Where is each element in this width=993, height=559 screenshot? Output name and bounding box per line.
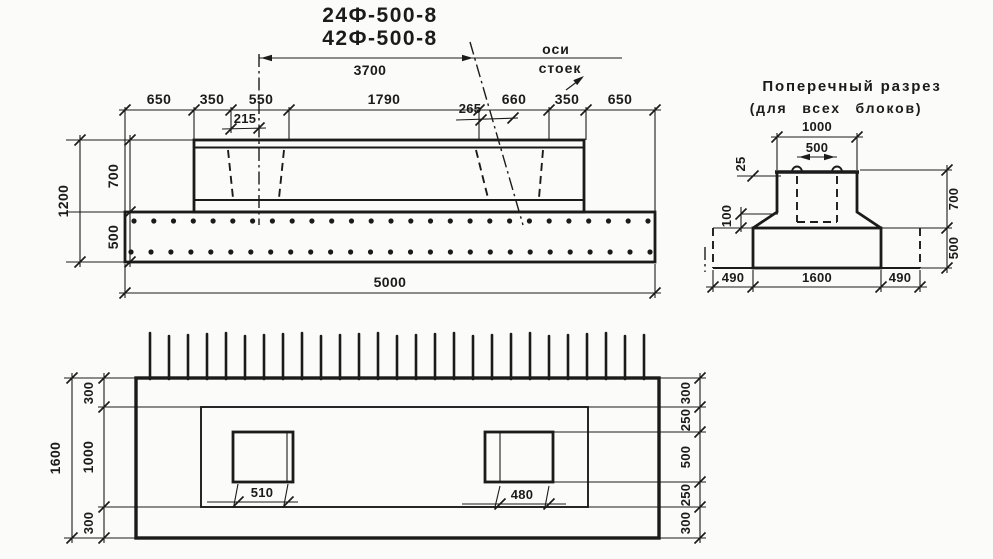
dim-label-1790: 1790 — [367, 91, 401, 107]
section-right-dimensions — [860, 165, 961, 274]
dim-label-510: 510 — [250, 485, 274, 500]
dim-label-700: 700 — [105, 163, 121, 189]
dim-label-350-left: 350 — [199, 91, 225, 107]
plan-right-socket — [485, 432, 553, 482]
dim-label-1000: 1000 — [801, 119, 833, 134]
dim-label-490-left: 490 — [721, 270, 745, 285]
plan-right-dimensions — [553, 373, 706, 544]
cross-section-title-line1: Поперечный разрез — [762, 78, 942, 95]
right-socket-dimension — [462, 486, 566, 510]
cross-section-view — [705, 78, 961, 293]
dim-label-1200: 1200 — [55, 184, 71, 218]
section-slab-outline — [705, 228, 920, 272]
rebar-dots-top-row — [131, 218, 650, 223]
section-hooks-dimension — [797, 140, 837, 160]
dim-label-215: 215 — [233, 111, 257, 126]
dim-label-1600-section: 1600 — [801, 270, 833, 285]
section-bottom-dimensions — [706, 270, 927, 293]
plan-left-socket — [233, 432, 293, 482]
dim-label-265: 265 — [458, 101, 482, 116]
dim-label-beam-length: 3700 — [353, 62, 387, 78]
dim-label-650-right: 650 — [607, 91, 633, 107]
left-socket-dimension — [207, 484, 298, 508]
dim-label-490-right: 490 — [888, 270, 912, 285]
plan-left-dimensions — [47, 373, 201, 544]
dim-label-700-section: 700 — [946, 187, 961, 211]
elevation-view — [55, 4, 661, 299]
dim-label-500-plan: 500 — [678, 445, 693, 469]
dim-label-25: 25 — [733, 156, 748, 172]
dim-label-500: 500 — [105, 224, 121, 250]
beam-outline — [194, 140, 584, 212]
rebar-dots-bottom-row — [128, 249, 652, 254]
dim-label-650-left: 650 — [146, 91, 172, 107]
dim-label-300-bottom-right: 300 — [678, 511, 693, 535]
dim-label-500-hooks: 500 — [805, 140, 829, 155]
post-axes-label — [539, 41, 586, 90]
dim-label-550: 550 — [248, 91, 274, 107]
dim-label-1000-plan: 1000 — [80, 440, 96, 474]
plan-outlines — [136, 378, 659, 538]
dim-label-250-upper: 250 — [678, 408, 693, 432]
dim-label-250-lower: 250 — [678, 483, 693, 507]
drawing-title-line1: 24Ф-500-8 — [322, 4, 438, 27]
post-axes-label-line2: стоек — [538, 60, 582, 76]
right-post-socket-hidden-lines — [470, 42, 543, 225]
dim-label-300-bottom-left: 300 — [81, 511, 96, 535]
post-axes-label-line1: оси — [542, 41, 570, 57]
dim-label-1600-plan: 1600 — [47, 441, 63, 475]
dim-label-300-top-left: 300 — [81, 381, 96, 405]
section-block-outline — [753, 172, 881, 228]
dim-label-500-section: 500 — [946, 236, 961, 260]
cross-section-title-line2: (для всех блоков) — [749, 100, 923, 116]
dim-label-480: 480 — [510, 487, 534, 502]
top-dimension-chain — [119, 91, 661, 212]
drawing-title-line2: 42Ф-500-8 — [322, 27, 438, 50]
total-length-dimension — [119, 264, 661, 299]
plan-view — [47, 333, 706, 544]
dim-label-350-right: 350 — [554, 91, 580, 107]
dim-label-300-top-right: 300 — [678, 381, 693, 405]
dim-label-5000: 5000 — [373, 274, 407, 290]
rebar-spikes — [150, 333, 644, 379]
plate-thickness-dimension — [733, 156, 781, 181]
dim-label-660: 660 — [501, 91, 527, 107]
dim-label-100: 100 — [719, 204, 734, 228]
